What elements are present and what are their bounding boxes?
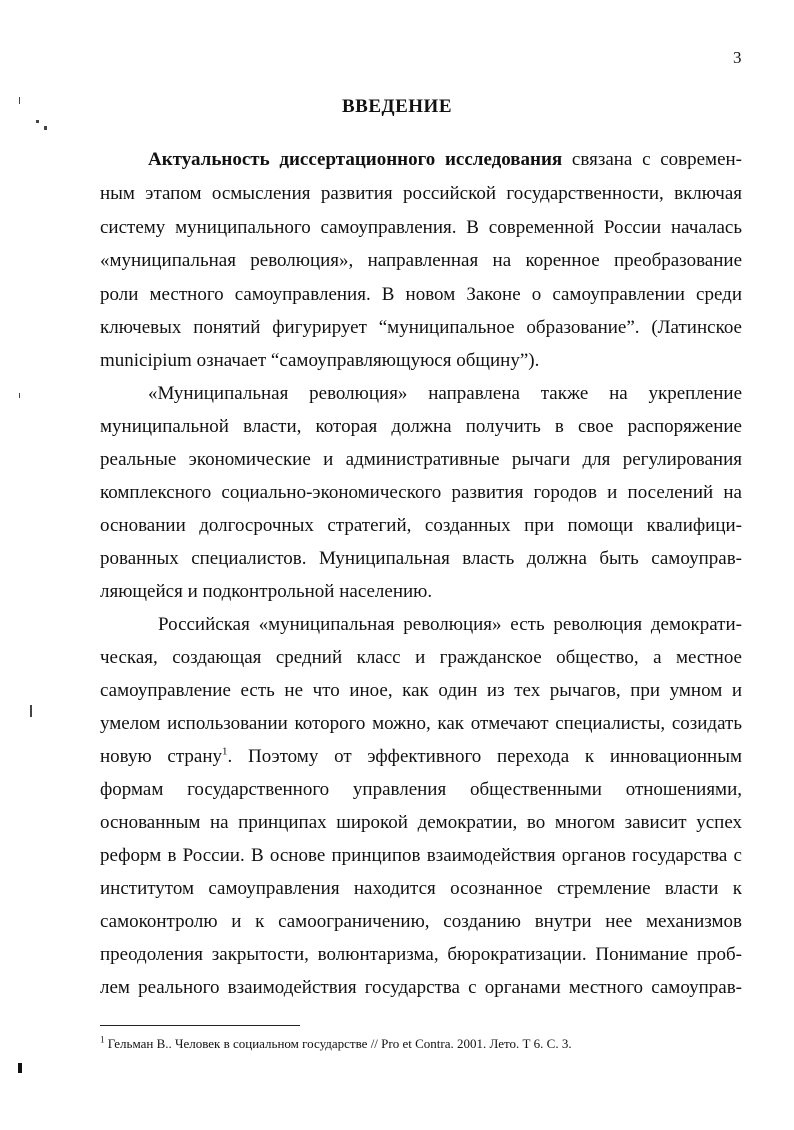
footnote-divider (100, 1025, 300, 1026)
text-line: роли местного самоуправления. В новом Законе о самоуправлении среди (100, 284, 742, 305)
text-line: «муниципальная революция», направленная на коренное преобразование (100, 250, 742, 271)
footnote-marker: 1 (100, 1034, 105, 1045)
text-line: Российская «муниципальная революция» есть революция демократи- (158, 614, 742, 635)
text-line: лем реального взаимодействия государства с органами местного самоуправ- (100, 977, 742, 998)
scan-mark (19, 393, 20, 398)
text-line: самоуправление есть не что иное, как один из тех рычагов, при умном и (100, 680, 742, 701)
bold-lead-phrase: Актуальность диссертационного исследования (148, 149, 563, 170)
text-line: ляющейся и подконтрольной населению. (100, 581, 433, 602)
text-line: основании долгосрочных стратегий, созданных при помощи квалифици- (100, 515, 742, 536)
footnote-reference: 1 (222, 745, 228, 758)
text-line: институтом самоуправления находится осознанное стремление власти к (100, 878, 742, 899)
text-line (100, 740, 742, 774)
text-line: формам государственного управления общественными отношениями, (100, 779, 742, 800)
text-line: реформ в России. В основе принципов взаимодействия органов государства с (100, 845, 742, 866)
text-line: муниципальной власти, которая должна получить в свое распоряжение (100, 416, 742, 437)
scan-mark (36, 120, 39, 123)
page-number: 3 (733, 48, 742, 67)
text-line: ключевых понятий фигурирует “муниципальное образование”. (Латинское (100, 317, 742, 338)
text-line (148, 143, 742, 177)
scan-mark (19, 97, 20, 104)
text-line: самоконтролю и к самоограничению, созданию внутри нее механизмов (100, 911, 742, 932)
footnote (100, 1036, 572, 1052)
text-line: municipium означает “самоуправляющуюся общину”). (100, 350, 540, 371)
text-line: «Муниципальная революция» направлена также на укрепление (148, 383, 742, 404)
scan-mark (30, 705, 32, 717)
text-line: комплексного социально-экономического развития городов и поселений на (100, 482, 742, 503)
line-text: . Поэтому от эффективного перехода к инновационным (227, 746, 742, 767)
scan-mark (44, 126, 47, 130)
scan-mark (18, 1063, 22, 1073)
text-line: реальные экономические и административные рычаги для регулирования (100, 449, 742, 470)
text-line: систему муниципального самоуправления. В современной России началась (100, 217, 742, 238)
line-text: новую страну (100, 746, 223, 767)
line-text: связана с современ- (562, 149, 743, 170)
text-line: ческая, создающая средний класс и гражданское общество, а местное (100, 647, 742, 668)
section-title: ВВЕДЕНИЕ (342, 96, 452, 117)
footnote-text: Гельман В.. Человек в социальном государстве // Pro et Contra. 2001. Лето. Т 6. С. 3. (104, 1036, 572, 1051)
text-line: основанным на принципах широкой демократии, во многом зависит успех (100, 812, 742, 833)
text-line: ным этапом осмысления развития российской государственности, включая (100, 183, 742, 204)
text-line: рованных специалистов. Муниципальная власть должна быть самоуправ- (100, 548, 742, 569)
text-line: умелом использовании которого можно, как отмечают специалисты, созидать (100, 713, 742, 734)
text-line: преодоления закрытости, волюнтаризма, бюрократизации. Понимание проб- (100, 944, 742, 965)
